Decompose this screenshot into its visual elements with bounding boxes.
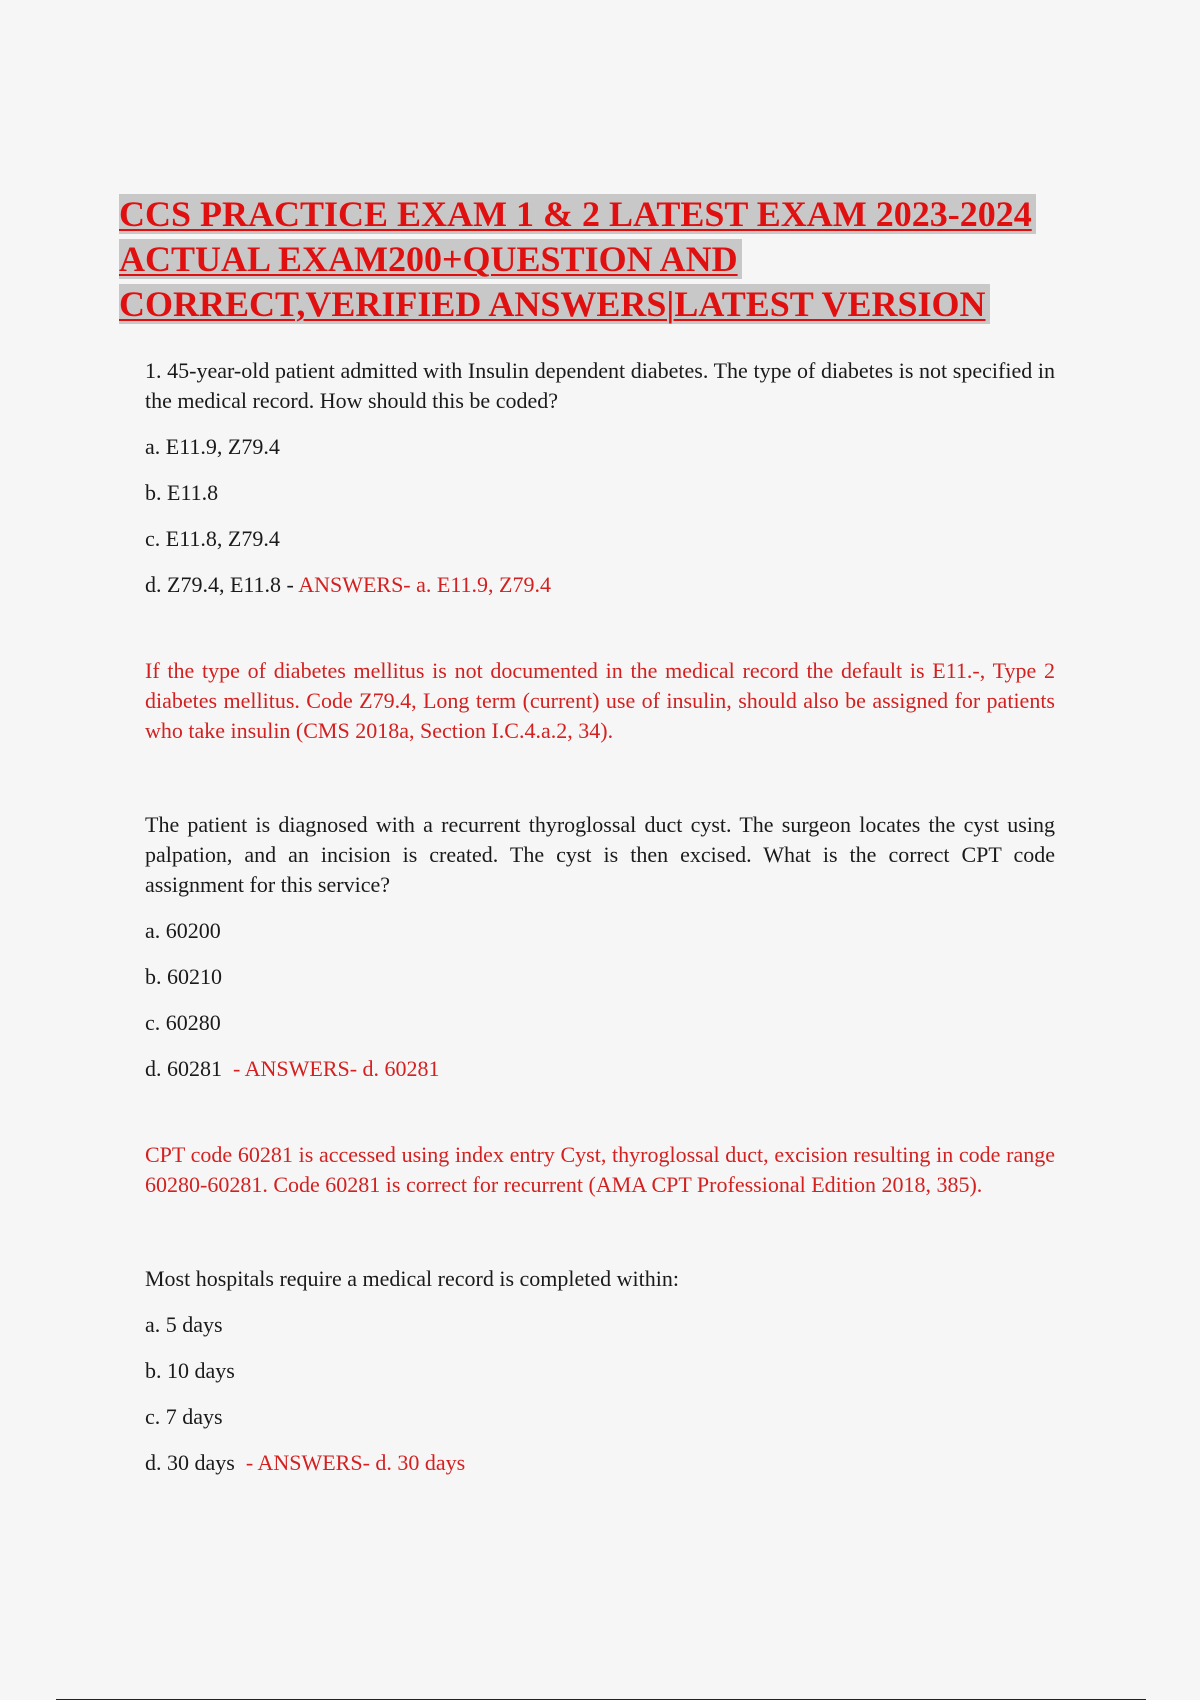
question-list <box>145 356 1055 1486</box>
option-d <box>145 1046 1055 1092</box>
option-d-text: d. 60281 <box>145 1056 233 1081</box>
question-stem: The patient is diagnosed with a recurrent thyroglossal duct cyst. The surgeon locates the cyst using palpation, and an incision is created. The cyst is then excised. What is the correct CPT code assignment for this service? <box>145 812 1055 897</box>
option-b: b. 60210 <box>145 964 222 989</box>
title-line-3: CORRECT,VERIFIED ANSWERS|LATEST VERSION <box>119 284 990 324</box>
option-d-text: d. Z79.4, E11.8 - <box>145 572 299 597</box>
question-stem: 1. 45-year-old patient admitted with Insulin dependent diabetes. The type of diabetes is not specified in the medical record. How should this be coded? <box>145 358 1055 413</box>
option-b: b. 10 days <box>145 1358 235 1383</box>
title-line-2: ACTUAL EXAM200+QUESTION AND <box>119 239 742 279</box>
document-title <box>119 194 1079 329</box>
option-a: a. E11.9, Z79.4 <box>145 434 280 459</box>
option-d-text: d. 30 days <box>145 1450 246 1475</box>
answer-text: - ANSWERS- d. 60281 <box>233 1056 440 1081</box>
question-2 <box>145 810 1055 1200</box>
answer-text: ANSWERS- a. E11.9, Z79.4 <box>298 572 551 597</box>
option-c: c. 60280 <box>145 1010 221 1035</box>
answer-text: - ANSWERS- d. 30 days <box>245 1450 466 1475</box>
answer-explanation: CPT code 60281 is accessed using index entry Cyst, thyroglossal duct, excision resulting in code range 60280-60281. Code 60281 is correct for recurrent (AMA CPT Professional Edition 2018, 385). <box>145 1142 1055 1197</box>
option-d <box>145 1440 1055 1486</box>
option-d <box>145 562 1055 608</box>
question-stem: Most hospitals require a medical record is completed within: <box>145 1266 679 1291</box>
option-b: b. E11.8 <box>145 480 219 505</box>
title-line-1: CCS PRACTICE EXAM 1 & 2 LATEST EXAM 2023-2024 <box>119 194 1036 234</box>
option-a: a. 60200 <box>145 918 221 943</box>
option-c: c. E11.8, Z79.4 <box>145 526 280 551</box>
question-3 <box>145 1264 1055 1486</box>
question-1 <box>145 356 1055 746</box>
option-c: c. 7 days <box>145 1404 223 1429</box>
option-a: a. 5 days <box>145 1312 223 1337</box>
answer-explanation: If the type of diabetes mellitus is not documented in the medical record the default is E11.-, Type 2 diabetes mellitus. Code Z79.4, Long term (current) use of insulin, should also be assigned for patients who take insulin (CMS 2018a, Section I.C.4.a.2, 34). <box>145 658 1055 743</box>
